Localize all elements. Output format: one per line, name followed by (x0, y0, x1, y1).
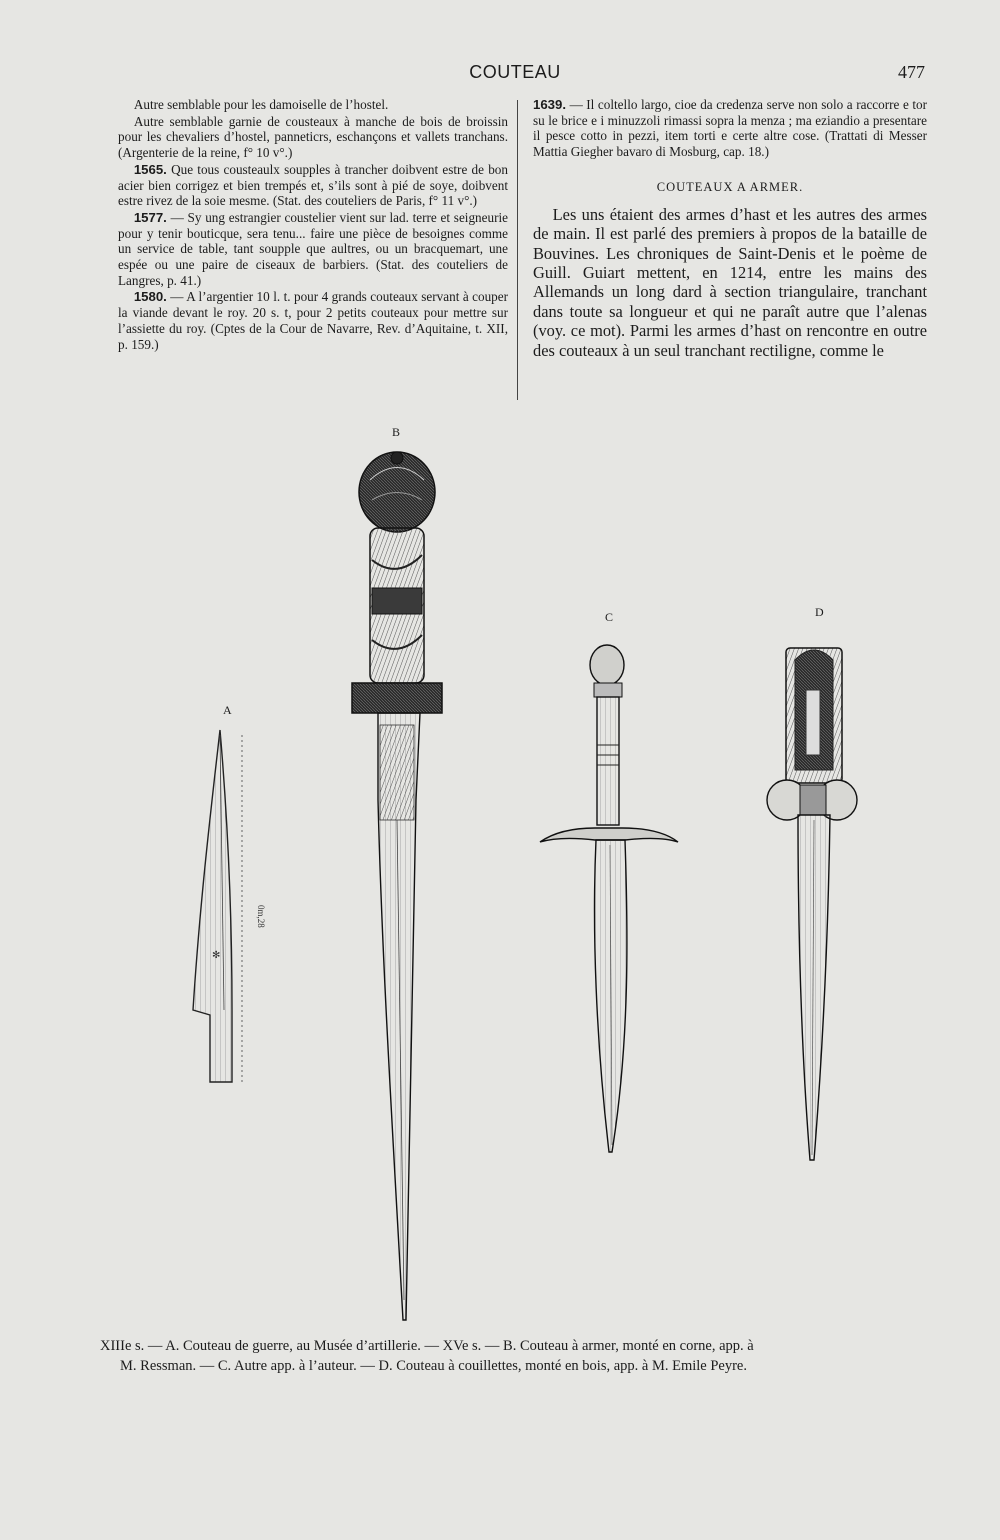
entry-year: 1580. (133, 289, 167, 305)
entry-text: — Sy ung estrangier coustelier vient sur lad. terre et seigneurie pour y tenir bouticque, sera tenu... faire une pièce de besoignes comme un service de table, tant soupple que aultres, ou un bracquemart, une espée ou une paire de ciseaux de barbiers. (Stat. des couteliers de Langres, p. 41.) (118, 209, 508, 288)
caption-line: M. Ressman. — C. Autre app. à l’auteur. — D. Couteau à couillettes, monté en bois, app. à M. Emile Peyre. (120, 1358, 747, 1374)
page-number: 477 (898, 62, 925, 82)
figure-caption (100, 1336, 930, 1376)
entry-text: — A l’argentier 10 l. t. pour 4 grands couteaux servant à couper la viande devant le roy. 20 s. t, pour 2 petits couteaux pour mettre sur l’assiette du roy. (Cptes de la Cour de Navarre, Rev. d’Aquitaine, t. XII, p. 159.) (118, 289, 508, 352)
entry-text: Que tous cousteaulx soupples à trancher doibvent estre de bon acier bien corrigez et bien trempés et, s’ils sont à pié de soye, doibvent estre rivez de la soie mesme. (Stat. des couteliers de Paris, f° 11 v°.) (118, 161, 508, 209)
entry-text: — Il coltello largo, cioe da credenza serve non solo a raccorre e tor su le brice e i minuzzoli rimassi sopra la menza ; ma eziandio a presentare il pesce cotto in pezzi, item torti e certe altre cose. (Trattati di Messer Mattia Giegher bavaro di Mosburg, cap. 18.) (533, 97, 927, 160)
caption-line: XIIIe s. — A. Couteau de guerre, au Musée d’artillerie. — XVe s. — B. Couteau à armer, monté en corne, app. à (100, 1338, 754, 1354)
paragraph: Autre semblable garnie de cousteaux à manche de bois de broissin pour les chevaliers d’hostel, panneticrs, eschançons et vallets tranchans. (Argenterie de la reine, f° 10 v°.) (118, 113, 508, 161)
measure-note: 0m,28 (256, 905, 266, 928)
svg-text:✻: ✻ (212, 950, 221, 961)
entry-year: 1565. (133, 161, 167, 177)
figure-label-b: B (392, 425, 401, 439)
section-heading: COUTEAUX A ARMER. (656, 179, 804, 194)
knife-c (540, 645, 678, 1152)
running-header-title: COUTEAU (469, 62, 561, 82)
paragraph: Autre semblable pour les damoiselle de l’hostel. (133, 97, 389, 112)
figure-label-d: D (815, 605, 824, 619)
body-paragraph: Les uns étaient des armes d’hast et les autres des armes de main. Il est parlé des premiers à propos de la bataille de Bouvines. Les chroniques de Saint-Denis et le poème de Guill. Guiart mettent, en 1214, entre les mains des Allemands un long dard à section triangulaire, tranchant dans toute sa longueur et qui ne paraît autre que l’alenas (voy. ce mot). Parmi les armes d’hast on rencontre en outre des couteaux à un seul tranchant rectiligne, comme le (533, 204, 927, 360)
knife-b (352, 452, 442, 1320)
figure-label-a: A (223, 703, 232, 717)
entry-year: 1577. (133, 209, 167, 225)
entry-year: 1639. (533, 97, 567, 112)
figure-label-c: C (605, 610, 614, 624)
knife-a (193, 730, 266, 1085)
knife-d (767, 648, 857, 1160)
